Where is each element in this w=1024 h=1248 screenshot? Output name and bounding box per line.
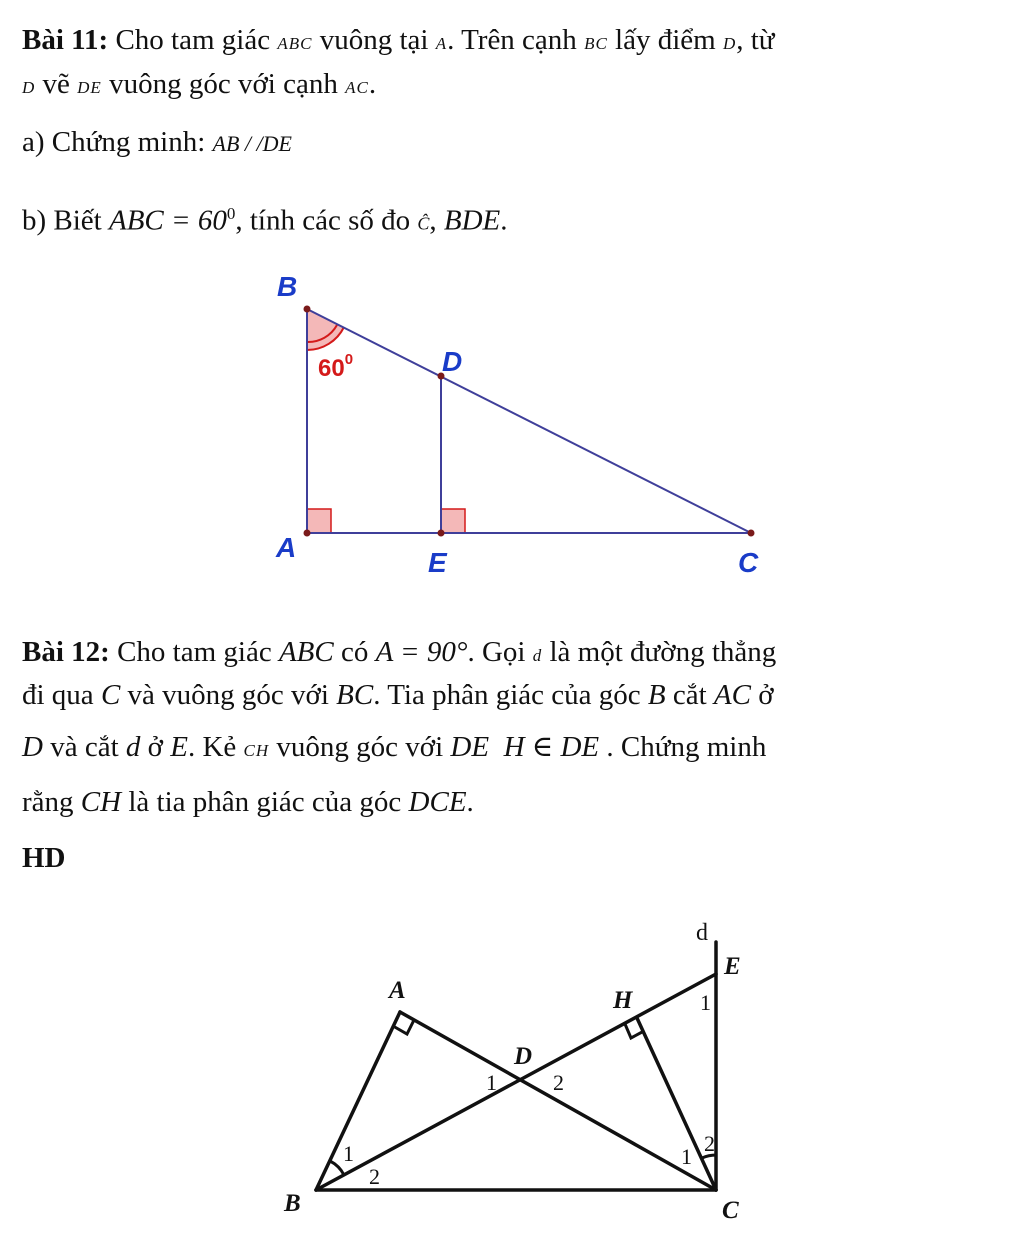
math-c: C <box>100 679 121 711</box>
text: vuông góc với <box>269 731 451 763</box>
math-line-d: d <box>125 731 141 763</box>
math-d: D <box>22 731 43 763</box>
angle-d2: 2 <box>553 1070 564 1095</box>
text: . <box>500 204 508 237</box>
label-a: A <box>276 532 297 563</box>
text: là tia phân giác của góc <box>121 786 409 818</box>
label-b: B <box>284 1190 301 1217</box>
text: Cho tam giác <box>109 636 279 668</box>
bai11-title: Bài 11: <box>22 24 109 56</box>
text: có <box>333 636 376 668</box>
text: ở <box>750 679 774 711</box>
bai12-title: Bài 12: <box>22 636 110 668</box>
label-c: C <box>738 547 759 578</box>
math-ch: CH <box>243 741 270 760</box>
text: , <box>429 204 444 237</box>
label-a: A <box>389 977 406 1004</box>
segment-ch <box>637 1018 716 1190</box>
text: lấy điểm <box>607 24 723 56</box>
label-h: H <box>613 987 633 1014</box>
right-angle-a-marker <box>307 509 331 533</box>
text: . <box>466 786 474 818</box>
math-abc: ABC <box>277 34 313 53</box>
math-d: D <box>22 78 36 97</box>
text: rằng <box>22 786 81 818</box>
angle-label-60 <box>318 351 353 382</box>
segment-bc <box>307 309 751 533</box>
angle-b1: 1 <box>343 1141 354 1166</box>
math-bde: BDE <box>443 204 501 237</box>
text: b) Biết <box>22 204 109 237</box>
point-a <box>304 530 311 537</box>
text: Cho tam giác <box>108 24 278 56</box>
text: . Trên cạnh <box>447 24 585 56</box>
math-ab-parallel-de: AB / /DE <box>212 131 292 156</box>
math-a: A <box>435 34 448 53</box>
math-b: B <box>647 679 666 711</box>
math-bc: BC <box>336 679 374 711</box>
angle-value: 60 <box>318 355 345 382</box>
text: a) Chứng minh: <box>22 126 213 158</box>
text: , từ <box>736 24 775 56</box>
math-abc-60: ABC = 60 <box>109 204 227 237</box>
math-abc: ABC <box>278 636 334 668</box>
text: , tính các số đo <box>235 204 418 237</box>
bai12-line1 <box>22 632 776 676</box>
angle-e1: 1 <box>700 990 711 1015</box>
math-ac: AC <box>713 679 751 711</box>
label-e: E <box>724 953 741 980</box>
text: . Tia phân giác của góc <box>373 679 648 711</box>
math-de: DE <box>450 731 490 763</box>
text: . Chứng minh <box>599 731 767 763</box>
point-e <box>438 530 445 537</box>
math-e: E <box>170 731 188 763</box>
label-d: D <box>442 346 463 377</box>
math-a-90: A = 90° <box>375 636 468 668</box>
text: đi qua <box>22 679 101 711</box>
angle-c1: 1 <box>681 1144 692 1169</box>
bai12-line2 <box>22 675 774 715</box>
math-sup: 0 <box>226 204 236 223</box>
math-ac: AC <box>345 78 369 97</box>
angle-c2: 2 <box>704 1131 715 1156</box>
text: là một đường thẳng <box>542 636 777 668</box>
right-angle-e-marker <box>441 509 465 533</box>
angle-d1: 1 <box>486 1070 497 1095</box>
text: . Gọi <box>467 636 533 668</box>
text: vẽ <box>35 68 78 100</box>
text: và cắt <box>42 731 126 763</box>
bai12-line4 <box>22 782 474 822</box>
text: . <box>368 68 377 100</box>
text: vuông góc với cạnh <box>101 68 346 100</box>
point-c <box>748 530 755 537</box>
figure-triangle-abc-bisector <box>0 900 1024 1248</box>
math-d: D <box>722 34 737 53</box>
angle-b-marker <box>307 309 344 350</box>
label-e: E <box>428 547 447 578</box>
math-ch: CH <box>80 786 122 818</box>
label-d: D <box>514 1043 533 1070</box>
label-b: B <box>277 271 298 302</box>
line-d-label: d <box>696 920 708 946</box>
bai12-line3 <box>22 727 766 771</box>
figure-triangle-abc <box>0 0 1024 620</box>
segment-ac <box>400 1012 716 1190</box>
math-de: DE <box>77 78 102 97</box>
math-bc: BC <box>584 34 608 53</box>
label-c: C <box>722 1197 739 1224</box>
text: và vuông góc với <box>120 679 337 711</box>
point-b <box>304 306 311 313</box>
hd-heading: HD <box>22 842 66 874</box>
math-dce: DCE <box>408 786 467 818</box>
math-c-hat: Ĉ <box>417 213 430 234</box>
text: ở <box>140 731 171 763</box>
math-h-in-de: H ∈ DE <box>503 731 600 763</box>
text: . Kẻ <box>187 731 244 763</box>
math-d: d <box>532 646 543 665</box>
text: cắt <box>665 679 714 711</box>
angle-b-arc <box>330 1161 344 1175</box>
angle-b2: 2 <box>369 1164 380 1189</box>
text: vuông tại <box>312 24 436 56</box>
angle-sup: 0 <box>344 351 354 368</box>
segment-ab <box>316 1012 400 1190</box>
